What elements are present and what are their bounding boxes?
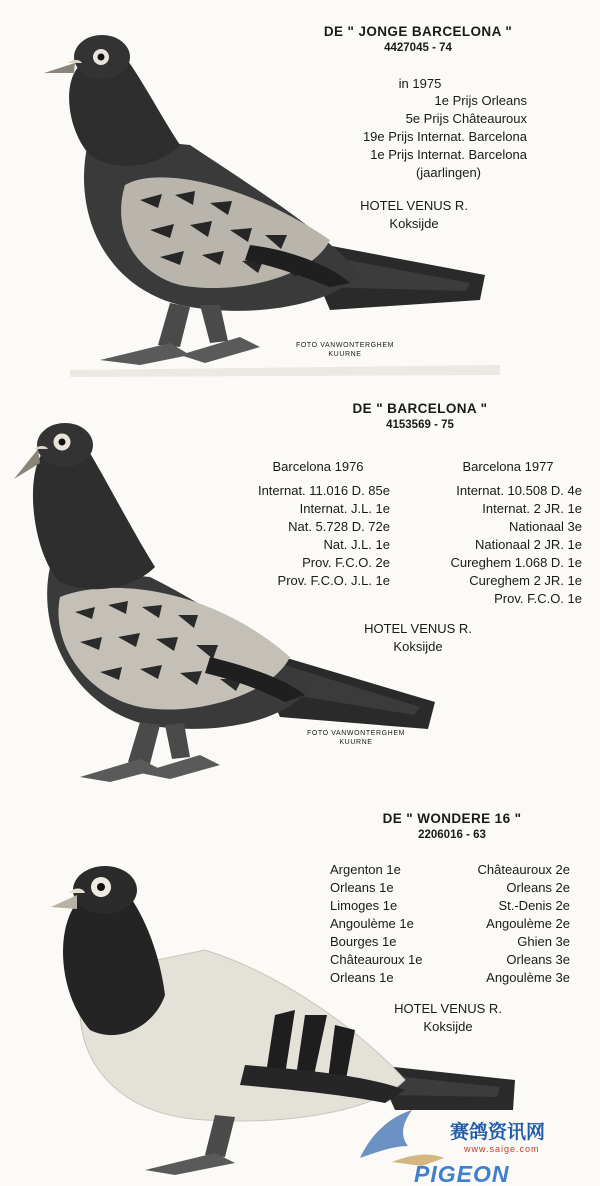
- photo-credit-line: FOTO VANWONTERGHEM: [295, 342, 395, 349]
- pigeon-name: DE " BARCELONA ": [352, 401, 488, 416]
- result-line: Internat. 2 JR. 1e: [482, 501, 582, 516]
- result-line: 5e Prijs Châteauroux: [405, 111, 527, 126]
- owner-name: HOTEL VENUS R.: [364, 621, 472, 636]
- result-line: Bourges 1e: [330, 934, 397, 949]
- result-line: Limoges 1e: [330, 898, 398, 913]
- result-line: 1e Prijs Orleans: [434, 93, 527, 108]
- results-list-right: [440, 861, 570, 987]
- result-line: Cureghem 2 JR. 1e: [469, 573, 582, 588]
- results-list-left: [330, 861, 423, 987]
- results-list-1976: [222, 482, 390, 590]
- result-line: Orleans 1e: [330, 970, 394, 985]
- result-line: Prov. F.C.O. 1e: [494, 591, 582, 606]
- result-line: 1e Prijs Internat. Barcelona: [370, 147, 527, 162]
- watermark-chinese: 赛鸽资讯网: [450, 1121, 546, 1143]
- pigeon-silhouette-icon: [360, 1110, 444, 1166]
- results-list: [330, 92, 527, 182]
- pigeon-name: DE " JONGE BARCELONA ": [323, 24, 513, 39]
- site-watermark: [352, 1102, 600, 1186]
- result-line: Internat. 11.016 D. 85e: [257, 483, 390, 498]
- photo-credit: [296, 341, 394, 359]
- photo-credit: [307, 729, 405, 747]
- result-line: Angoulème 3e: [486, 970, 570, 985]
- photo-credit-line: FOTO VANWONTERGHEM: [306, 730, 406, 737]
- photo-credit-line: KUURNE: [328, 351, 362, 358]
- result-line: St.-Denis 2e: [498, 898, 570, 913]
- result-line: Nat. 5.728 D. 72e: [288, 519, 390, 534]
- owner-place: Koksijde: [393, 639, 443, 654]
- results-heading-1977: Barcelona 1977: [462, 459, 554, 474]
- pigeon-name: DE " WONDERE 16 ": [382, 811, 522, 826]
- ring-number: 4427045 - 74: [384, 42, 452, 54]
- result-line: (jaarlingen): [415, 165, 482, 180]
- result-line: Internat. 10.508 D. 4e: [456, 483, 582, 498]
- watermark-english: PIGEON: [414, 1161, 510, 1186]
- photo-credit-line: KUURNE: [339, 739, 373, 746]
- result-line: Nationaal 3e: [509, 519, 582, 534]
- ring-number: 4153569 - 75: [386, 419, 454, 431]
- result-line: Châteauroux 1e: [330, 952, 423, 967]
- owner-name: HOTEL VENUS R.: [360, 198, 468, 213]
- results-heading-1976: Barcelona 1976: [272, 459, 364, 474]
- result-line: Nat. J.L. 1e: [323, 537, 390, 552]
- result-line: 19e Prijs Internat. Barcelona: [362, 129, 527, 144]
- result-line: Châteauroux 2e: [477, 862, 570, 877]
- pigeon-section-jonge-barcelona: [0, 0, 600, 395]
- result-line: Prov. F.C.O. 2e: [302, 555, 390, 570]
- result-line: Orleans 3e: [506, 952, 570, 967]
- owner-place: Koksijde: [423, 1019, 473, 1034]
- watermark-url: www.saige.com: [464, 1144, 540, 1154]
- owner-name: HOTEL VENUS R.: [394, 1001, 502, 1016]
- pigeon-section-barcelona: [0, 395, 600, 795]
- result-line: Nationaal 2 JR. 1e: [475, 537, 582, 552]
- result-line: Angoulème 2e: [486, 916, 570, 931]
- result-line: Orleans 2e: [506, 880, 570, 895]
- result-line: Ghien 3e: [517, 934, 570, 949]
- owner-place: Koksijde: [389, 216, 439, 231]
- year-heading: in 1975: [398, 76, 442, 91]
- result-line: Orleans 1e: [330, 880, 394, 895]
- results-list-1977: [410, 482, 582, 608]
- result-line: Internat. J.L. 1e: [299, 501, 390, 516]
- result-line: Argenton 1e: [330, 862, 401, 877]
- result-line: Angoulème 1e: [330, 916, 414, 931]
- ring-number: 2206016 - 63: [418, 829, 486, 841]
- result-line: Cureghem 1.068 D. 1e: [450, 555, 582, 570]
- result-line: Prov. F.C.O. J.L. 1e: [277, 573, 390, 588]
